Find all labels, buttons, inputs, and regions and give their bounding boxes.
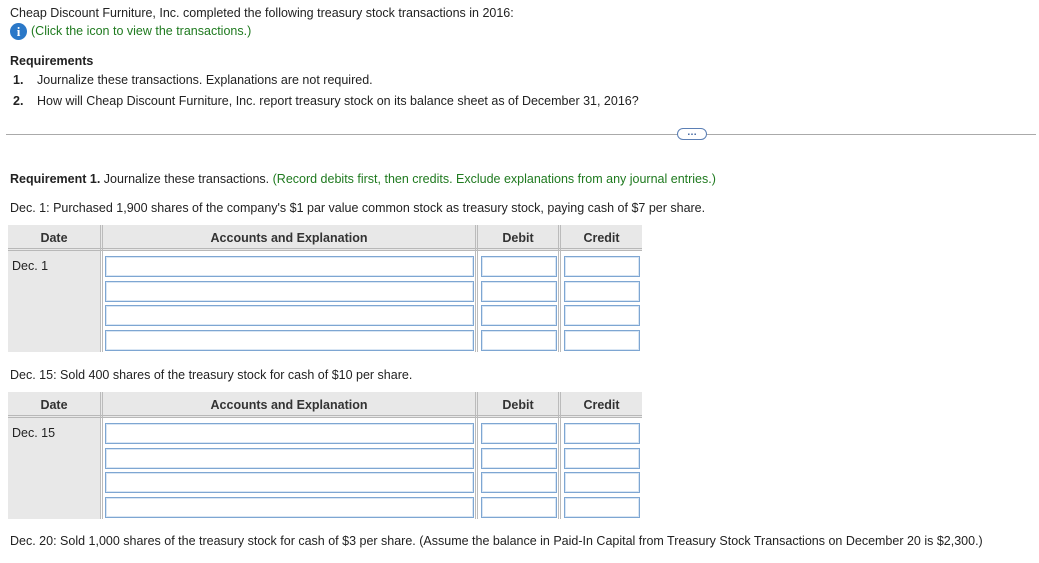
requirements-heading: Requirements xyxy=(10,54,94,68)
transaction-description: Dec. 15: Sold 400 shares of the treasury stock for cash of $10 per share. xyxy=(10,368,413,382)
header-credit: Credit xyxy=(583,398,620,412)
credit-input[interactable] xyxy=(564,423,640,444)
debit-input[interactable] xyxy=(481,497,557,518)
debit-input[interactable] xyxy=(481,472,557,493)
account-input[interactable] xyxy=(105,256,474,277)
info-row xyxy=(10,23,251,40)
table-header xyxy=(8,225,642,251)
requirement-item: 1. Journalize these transactions. Explanations are not required. xyxy=(13,73,373,87)
account-input[interactable] xyxy=(105,305,474,326)
account-input[interactable] xyxy=(105,497,474,518)
header-debit: Debit xyxy=(502,231,534,245)
header-credit: Credit xyxy=(583,231,620,245)
account-input[interactable] xyxy=(105,472,474,493)
credit-input[interactable] xyxy=(564,497,640,518)
table-header xyxy=(8,392,642,418)
intro-text: Cheap Discount Furniture, Inc. completed the following treasury stock transactions in 2016: xyxy=(10,6,514,20)
debit-input[interactable] xyxy=(481,281,557,302)
account-input[interactable] xyxy=(105,330,474,351)
credit-input[interactable] xyxy=(564,305,640,326)
header-accounts: Accounts and Explanation xyxy=(210,398,368,412)
debit-input[interactable] xyxy=(481,330,557,351)
account-input[interactable] xyxy=(105,423,474,444)
debit-input[interactable] xyxy=(481,256,557,277)
credit-input[interactable] xyxy=(564,472,640,493)
requirement-item: 2. How will Cheap Discount Furniture, Inc. report treasury stock on its balance sheet as of December 31, 2016? xyxy=(13,94,639,108)
journal-table-dec-1 xyxy=(8,225,642,352)
info-icon[interactable]: i xyxy=(10,23,27,40)
journal-table-dec-15 xyxy=(8,392,642,519)
debit-input[interactable] xyxy=(481,305,557,326)
credit-input[interactable] xyxy=(564,256,640,277)
table-body xyxy=(8,418,642,519)
credit-input[interactable] xyxy=(564,448,640,469)
requirement-1-heading: Requirement 1. Journalize these transactions. (Record debits first, then credits. Exclude explanations from any journal entries.) xyxy=(10,172,716,186)
table-body xyxy=(8,251,642,352)
credit-input[interactable] xyxy=(564,281,640,302)
info-link[interactable]: (Click the icon to view the transactions.) xyxy=(31,23,252,38)
section-divider xyxy=(6,134,1036,135)
debit-input[interactable] xyxy=(481,448,557,469)
date-cell: Dec. 15 xyxy=(8,418,100,519)
header-date: Date xyxy=(40,231,68,245)
header-accounts: Accounts and Explanation xyxy=(210,231,368,245)
account-input[interactable] xyxy=(105,448,474,469)
transaction-description: Dec. 1: Purchased 1,900 shares of the company's $1 par value common stock as treasury stock, paying cash of $7 per share. xyxy=(10,201,706,215)
expand-button[interactable]: … xyxy=(677,128,707,140)
header-debit: Debit xyxy=(502,398,534,412)
debit-input[interactable] xyxy=(481,423,557,444)
date-cell: Dec. 1 xyxy=(8,251,100,352)
account-input[interactable] xyxy=(105,281,474,302)
transaction-description: Dec. 20: Sold 1,000 shares of the treasury stock for cash of $3 per share. (Assume the balance in Paid-In Capital from Treasury Stock Transactions on December 20 is $2,300.) xyxy=(10,534,983,548)
credit-input[interactable] xyxy=(564,330,640,351)
header-date: Date xyxy=(40,398,68,412)
